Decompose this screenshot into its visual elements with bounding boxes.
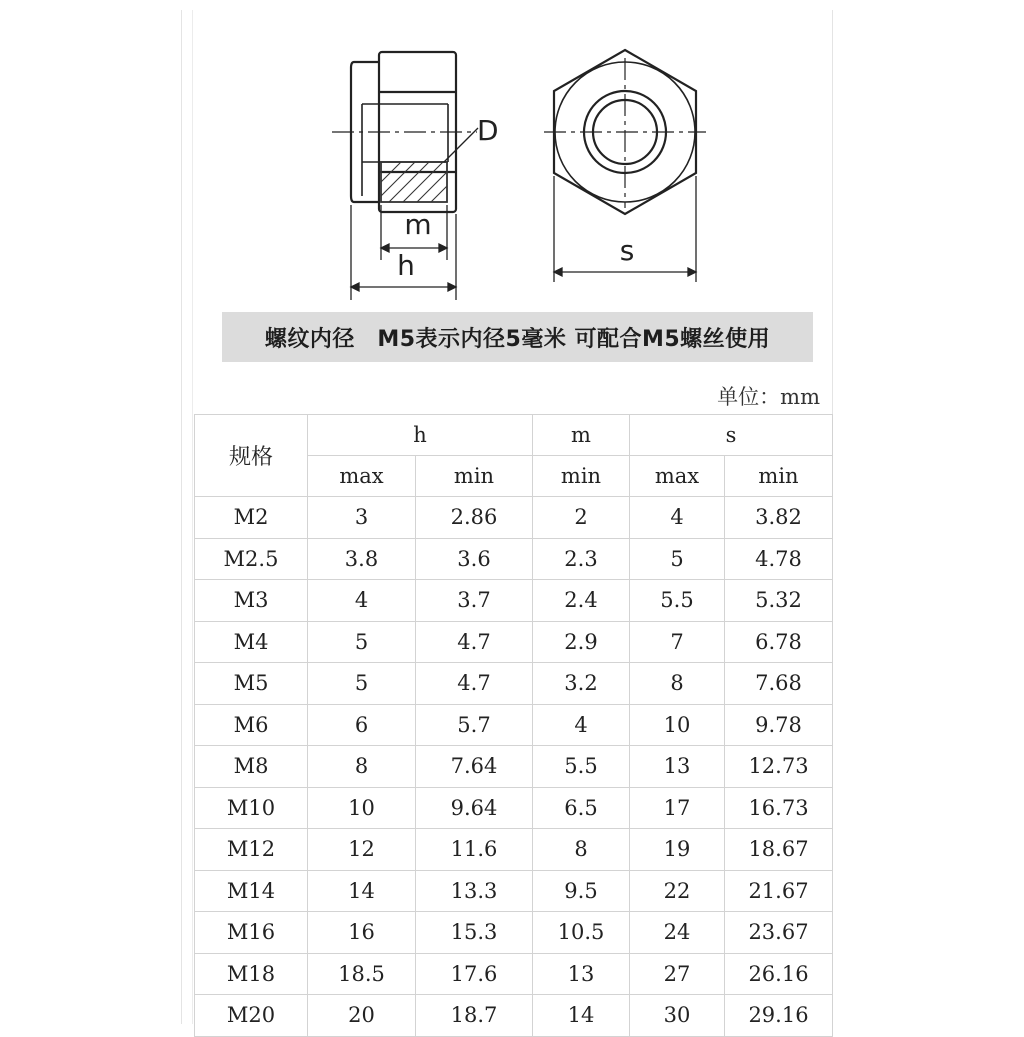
- table-row: [195, 953, 833, 995]
- cell-spec: M4: [195, 621, 308, 663]
- dim-h-label: h: [397, 249, 415, 282]
- header-s: s: [630, 415, 833, 456]
- cell-spec: M3: [195, 580, 308, 622]
- cell-s-max: 8: [630, 663, 725, 705]
- cell-h-min: 9.64: [416, 787, 533, 829]
- cell-h-min: 11.6: [416, 829, 533, 871]
- cell-m-min: 2.9: [533, 621, 630, 663]
- subheader-s-max: max: [630, 456, 725, 497]
- cell-h-min: 13.3: [416, 870, 533, 912]
- cell-spec: M12: [195, 829, 308, 871]
- cell-h-max: 5: [308, 621, 416, 663]
- cell-m-min: 13: [533, 953, 630, 995]
- cell-s-min: 26.16: [725, 953, 833, 995]
- cell-s-max: 19: [630, 829, 725, 871]
- table-row: [195, 538, 833, 580]
- cell-s-max: 10: [630, 704, 725, 746]
- table-row: [195, 995, 833, 1037]
- cell-spec: M6: [195, 704, 308, 746]
- cell-s-max: 22: [630, 870, 725, 912]
- cell-h-min: 2.86: [416, 497, 533, 539]
- cell-spec: M2.5: [195, 538, 308, 580]
- cell-s-min: 16.73: [725, 787, 833, 829]
- cell-m-min: 2.4: [533, 580, 630, 622]
- dim-m-label: m: [404, 208, 432, 241]
- subheader-h-max: max: [308, 456, 416, 497]
- cell-h-max: 20: [308, 995, 416, 1037]
- table-row: [195, 829, 833, 871]
- cell-s-min: 23.67: [725, 912, 833, 954]
- cell-h-max: 6: [308, 704, 416, 746]
- table-row: [195, 580, 833, 622]
- cell-s-min: 3.82: [725, 497, 833, 539]
- cell-m-min: 5.5: [533, 746, 630, 788]
- cell-spec: M14: [195, 870, 308, 912]
- cell-s-max: 30: [630, 995, 725, 1037]
- cell-h-max: 3: [308, 497, 416, 539]
- cell-s-max: 5.5: [630, 580, 725, 622]
- table-row: [195, 746, 833, 788]
- cell-m-min: 4: [533, 704, 630, 746]
- cell-h-min: 4.7: [416, 663, 533, 705]
- cell-h-min: 4.7: [416, 621, 533, 663]
- cell-m-min: 10.5: [533, 912, 630, 954]
- cell-h-max: 14: [308, 870, 416, 912]
- subheader-s-min: min: [725, 456, 833, 497]
- table-row: [195, 497, 833, 539]
- cell-m-min: 14: [533, 995, 630, 1037]
- spec-table: [194, 414, 833, 1037]
- table-row: [195, 787, 833, 829]
- cell-m-min: 3.2: [533, 663, 630, 705]
- cell-h-max: 12: [308, 829, 416, 871]
- cell-s-max: 27: [630, 953, 725, 995]
- cell-spec: M16: [195, 912, 308, 954]
- cell-m-min: 9.5: [533, 870, 630, 912]
- cell-h-max: 18.5: [308, 953, 416, 995]
- subheader-m-min: min: [533, 456, 630, 497]
- caption-bar: 螺纹内径 M5表示内径5毫米 可配合M5螺丝使用: [222, 312, 813, 362]
- cell-s-min: 4.78: [725, 538, 833, 580]
- cell-h-max: 4: [308, 580, 416, 622]
- cell-h-max: 10: [308, 787, 416, 829]
- cell-spec: M2: [195, 497, 308, 539]
- cell-spec: M20: [195, 995, 308, 1037]
- header-m: m: [533, 415, 630, 456]
- cell-s-min: 29.16: [725, 995, 833, 1037]
- cell-h-max: 3.8: [308, 538, 416, 580]
- table-row: [195, 704, 833, 746]
- unit-label: 单位：mm: [717, 385, 820, 409]
- cell-m-min: 6.5: [533, 787, 630, 829]
- cell-h-min: 3.7: [416, 580, 533, 622]
- cell-m-min: 2: [533, 497, 630, 539]
- cell-h-min: 7.64: [416, 746, 533, 788]
- cell-s-max: 5: [630, 538, 725, 580]
- cell-h-max: 5: [308, 663, 416, 705]
- cell-s-min: 9.78: [725, 704, 833, 746]
- spec-table-body: [195, 497, 833, 1037]
- cell-spec: M10: [195, 787, 308, 829]
- cell-spec: M18: [195, 953, 308, 995]
- cell-s-min: 6.78: [725, 621, 833, 663]
- cell-s-max: 4: [630, 497, 725, 539]
- cell-h-min: 5.7: [416, 704, 533, 746]
- dim-s-label: s: [619, 234, 635, 267]
- dim-D-label: D: [477, 114, 499, 147]
- cell-m-min: 2.3: [533, 538, 630, 580]
- spec-sheet: [181, 10, 833, 1028]
- table-row: [195, 621, 833, 663]
- cell-s-max: 24: [630, 912, 725, 954]
- cell-s-max: 7: [630, 621, 725, 663]
- cell-s-max: 13: [630, 746, 725, 788]
- header-spec: 规格: [195, 415, 308, 497]
- cell-h-max: 16: [308, 912, 416, 954]
- table-row: [195, 663, 833, 705]
- header-h: h: [308, 415, 533, 456]
- cell-spec: M8: [195, 746, 308, 788]
- subheader-h-min: min: [416, 456, 533, 497]
- cell-s-min: 5.32: [725, 580, 833, 622]
- nut-drawing: [182, 10, 832, 310]
- table-row: [195, 870, 833, 912]
- cell-m-min: 8: [533, 829, 630, 871]
- cell-h-max: 8: [308, 746, 416, 788]
- cell-s-max: 17: [630, 787, 725, 829]
- cell-h-min: 15.3: [416, 912, 533, 954]
- cell-h-min: 3.6: [416, 538, 533, 580]
- cell-s-min: 7.68: [725, 663, 833, 705]
- table-row: [195, 912, 833, 954]
- cell-s-min: 12.73: [725, 746, 833, 788]
- cell-h-min: 17.6: [416, 953, 533, 995]
- cell-s-min: 18.67: [725, 829, 833, 871]
- cell-spec: M5: [195, 663, 308, 705]
- cell-s-min: 21.67: [725, 870, 833, 912]
- cell-h-min: 18.7: [416, 995, 533, 1037]
